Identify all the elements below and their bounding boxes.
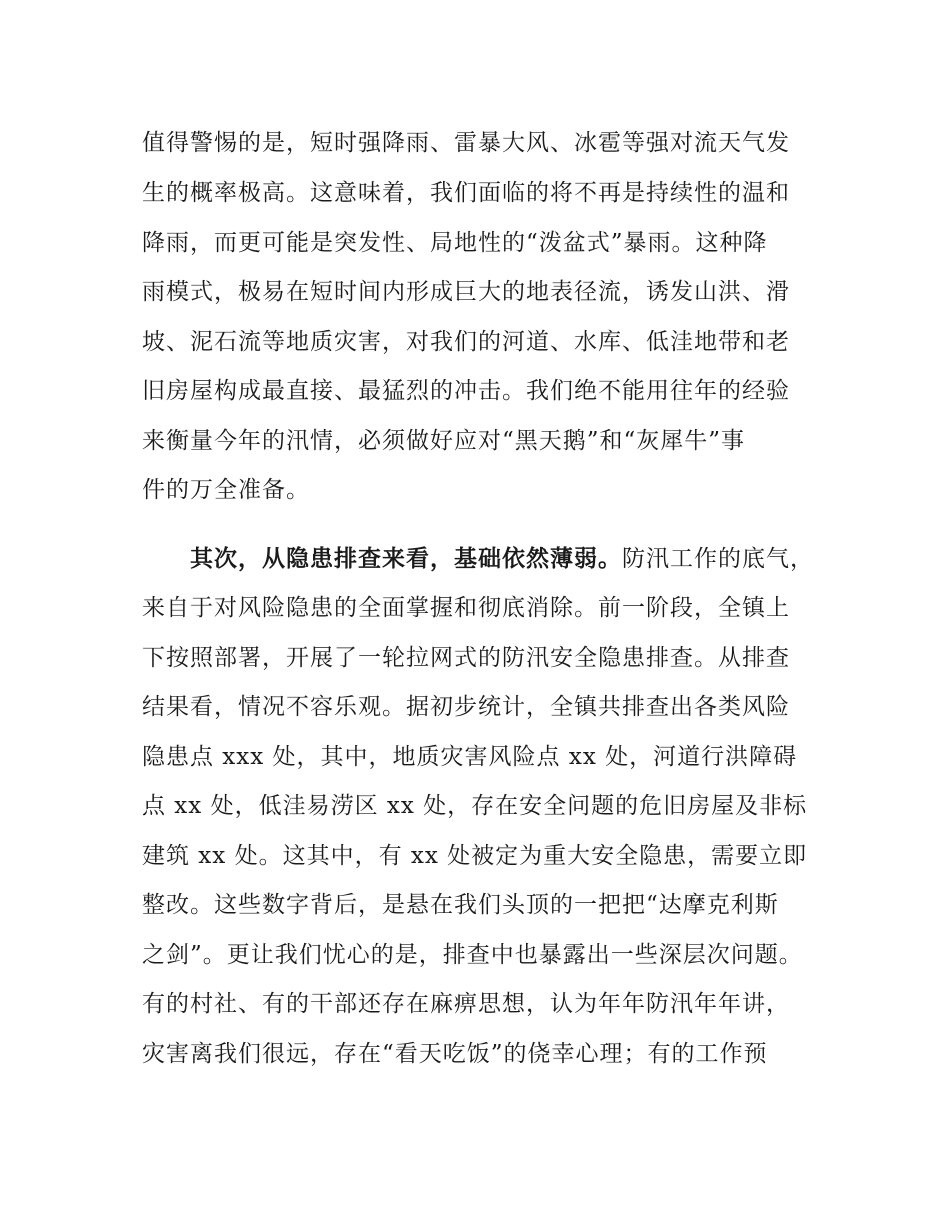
paragraph-line: 点 xx 处，低洼易涝区 xx 处，存在安全问题的危旧房屋及非标 [142,793,808,819]
paragraph-line: 结果看，情况不容乐观。据初步统计，全镇共排查出各类风险 [142,694,790,720]
paragraph-line: 之剑”。更让我们忧心的是，排查中也暴露出一些深层次问题。 [142,942,803,968]
paragraph-line: 降雨，而更可能是突发性、局地性的“泼盆式”暴雨。这种降 [142,230,768,256]
paragraph-heading: 其次，从隐患排查来看，基础依然薄弱。 [190,545,622,572]
paragraph-first-line-rest: 防汛工作的底气， [622,546,814,572]
paragraph-line: 来衡量今年的汛情，必须做好应对“黑天鹅”和“灰犀牛”事 [142,428,746,454]
paragraph-line: 下按照部署，开展了一轮拉网式的防汛安全隐患排查。从排查 [142,645,790,671]
paragraph-line: 建筑 xx 处。这其中，有 xx 处被定为重大安全隐患，需要立即 [142,843,808,869]
paragraph-first-line [190,544,814,574]
paragraph-line: 值得警惕的是，短时强降雨、雷暴大风、冰雹等强对流天气发 [142,130,790,156]
paragraph-line: 来自于对风险隐患的全面掌握和彻底消除。前一阶段，全镇上 [142,595,790,621]
paragraph-line: 生的概率极高。这意味着，我们面临的将不再是持续性的温和 [142,180,790,206]
paragraph-line: 整改。这些数字背后，是悬在我们头顶的一把把“达摩克利斯 [142,892,779,918]
paragraph-line: 旧房屋构成最直接、最猛烈的冲击。我们绝不能用往年的经验 [142,378,790,404]
paragraph-line: 隐患点 xxx 处，其中，地质灾害风险点 xx 处，河道行洪障碍 [142,744,798,770]
paragraph-line: 有的村社、有的干部还存在麻痹思想，认为年年防汛年年讲， [142,991,790,1017]
paragraph-line: 件的万全准备。 [142,477,310,503]
paragraph-line: 灾害离我们很远，存在“看天吃饭”的侥幸心理；有的工作预 [142,1041,768,1067]
paragraph-line: 坡、泥石流等地质灾害，对我们的河道、水库、低洼地带和老 [142,329,790,355]
paragraph-line: 雨模式，极易在短时间内形成巨大的地表径流，诱发山洪、滑 [142,279,790,305]
